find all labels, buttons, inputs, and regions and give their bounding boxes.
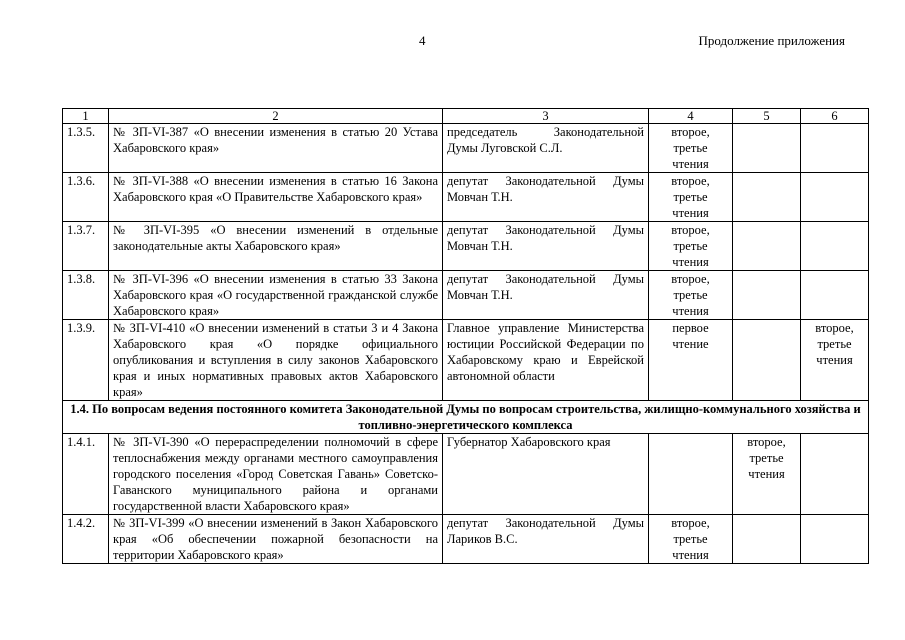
reading-stage: второе, третье чтения bbox=[649, 271, 733, 320]
reading-stage bbox=[801, 515, 869, 564]
bill-author: депутат Законодательной Думы Мовчан Т.Н. bbox=[443, 271, 649, 320]
bill-author: депутат Законодательной Думы Лариков В.С. bbox=[443, 515, 649, 564]
reading-stage bbox=[733, 320, 801, 401]
column-header: 5 bbox=[733, 109, 801, 124]
reading-stage: второе, третье чтения bbox=[801, 320, 869, 401]
reading-stage: второе, третье чтения bbox=[649, 124, 733, 173]
reading-stage bbox=[733, 515, 801, 564]
reading-stage: второе, третье чтения bbox=[649, 222, 733, 271]
column-header: 1 bbox=[63, 109, 109, 124]
column-header: 2 bbox=[109, 109, 443, 124]
reading-stage: второе, третье чтения bbox=[649, 173, 733, 222]
item-number: 1.3.9. bbox=[63, 320, 109, 401]
bill-author: депутат Законодательной Думы Мовчан Т.Н. bbox=[443, 222, 649, 271]
item-number: 1.4.1. bbox=[63, 434, 109, 515]
bill-title: № ЗП-VI-390 «О перераспределении полномочий в сфере теплоснабжения между органами местного самоуправления городского поселения «Город Советская Гавань» Советско-Гаванского муниципального района и органами государственной власти Хабаровского края» bbox=[109, 434, 443, 515]
reading-stage: второе, третье чтения bbox=[733, 434, 801, 515]
reading-stage: второе, третье чтения bbox=[649, 515, 733, 564]
table-row bbox=[63, 320, 869, 401]
column-header: 6 bbox=[801, 109, 869, 124]
reading-stage: первое чтение bbox=[649, 320, 733, 401]
table-row bbox=[63, 515, 869, 564]
item-number: 1.3.8. bbox=[63, 271, 109, 320]
reading-stage bbox=[733, 222, 801, 271]
bill-title: № ЗП-VI-399 «О внесении изменений в Закон Хабаровского края «Об обеспечении пожарной безопасности на территории Хабаровского края» bbox=[109, 515, 443, 564]
reading-stage bbox=[801, 434, 869, 515]
item-number: 1.3.6. bbox=[63, 173, 109, 222]
bill-author: депутат Законодательной Думы Мовчан Т.Н. bbox=[443, 173, 649, 222]
item-number: 1.3.7. bbox=[63, 222, 109, 271]
reading-stage bbox=[801, 222, 869, 271]
column-header: 4 bbox=[649, 109, 733, 124]
table-header-row bbox=[63, 109, 869, 124]
table-row bbox=[63, 124, 869, 173]
bill-title: № ЗП-VI-387 «О внесении изменения в статью 20 Устава Хабаровского края» bbox=[109, 124, 443, 173]
bill-author: председатель Законодательной Думы Луговской С.Л. bbox=[443, 124, 649, 173]
reading-stage bbox=[801, 271, 869, 320]
table-row bbox=[63, 222, 869, 271]
item-number: 1.3.5. bbox=[63, 124, 109, 173]
section-heading-row bbox=[63, 401, 869, 434]
bill-title: № ЗП-VI-410 «О внесении изменений в статьи 3 и 4 Закона Хабаровского края «О порядке официального опубликования и вступления в силу законов Хабаровского края и иных нормативных правовых актов Хабаровского края» bbox=[109, 320, 443, 401]
reading-stage bbox=[801, 173, 869, 222]
bill-title: № ЗП-VI-396 «О внесении изменения в статью 33 Закона Хабаровского края «О государственной гражданской службе Хабаровского края» bbox=[109, 271, 443, 320]
reading-stage bbox=[733, 124, 801, 173]
reading-stage bbox=[649, 434, 733, 515]
bill-title: № ЗП-VI-388 «О внесении изменения в статью 16 Закона Хабаровского края «О Правительстве Хабаровского края» bbox=[109, 173, 443, 222]
reading-stage bbox=[801, 124, 869, 173]
agenda-table bbox=[62, 108, 869, 564]
item-number: 1.4.2. bbox=[63, 515, 109, 564]
bill-author: Губернатор Хабаровского края bbox=[443, 434, 649, 515]
reading-stage bbox=[733, 173, 801, 222]
column-header: 3 bbox=[443, 109, 649, 124]
bill-author: Главное управление Министерства юстиции Российской Федерации по Хабаровскому краю и Еврейской автономной области bbox=[443, 320, 649, 401]
bill-title: № ЗП-VI-395 «О внесении изменений в отдельные законодательные акты Хабаровского края» bbox=[109, 222, 443, 271]
table-row bbox=[63, 271, 869, 320]
table-row bbox=[63, 434, 869, 515]
page-number: 4 bbox=[419, 33, 426, 48]
reading-stage bbox=[733, 271, 801, 320]
section-heading: 1.4. По вопросам ведения постоянного комитета Законодательной Думы по вопросам строительства, жилищно-коммунального хозяйства и топливно-энергетического комплекса bbox=[63, 401, 869, 434]
table-row bbox=[63, 173, 869, 222]
continuation-note: Продолжение приложения bbox=[698, 33, 845, 48]
